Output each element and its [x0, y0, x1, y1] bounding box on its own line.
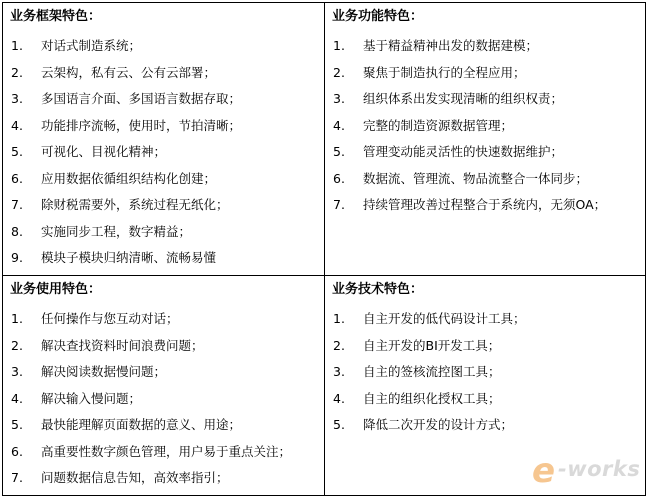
eworks-watermark-logo	[532, 451, 644, 491]
item-number: 7.	[333, 197, 345, 212]
item-text: 应用数据依循组织结构化创建；	[41, 170, 217, 186]
item-number: 6.	[11, 170, 23, 186]
item-text: 基于精益精神出发的数据建模；	[363, 38, 539, 53]
item-text: 实施同步工程，数字精益；	[41, 223, 192, 239]
item-number: 4.	[11, 390, 23, 406]
item-number: 3.	[333, 91, 345, 106]
item-text: 模块子模块归纳清晰、流畅易懂	[41, 250, 217, 265]
feature-table	[2, 2, 646, 496]
item-text: 除财税需要外，系统过程无纸化；	[41, 197, 229, 212]
item-number: 5.	[333, 417, 345, 432]
item-text: 功能排序流畅，使用时，节拍清晰；	[41, 117, 242, 133]
section-function	[325, 3, 645, 275]
item-number: 4.	[333, 117, 345, 133]
item-number: 5.	[11, 417, 23, 432]
item-number: 7.	[11, 197, 23, 212]
item-text: 数据流、管理流、物品流整合一体同步；	[363, 170, 589, 186]
item-text: 最快能理解页面数据的意义、用途；	[41, 417, 242, 432]
item-text: 持续管理改善过程整合于系统内，无须OA；	[363, 197, 607, 212]
item-number: 6.	[333, 170, 345, 186]
section-title: 业务技术特色：	[332, 282, 424, 297]
item-number: 2.	[11, 337, 23, 353]
item-text: 解决查找资料时间浪费问题；	[41, 337, 204, 353]
item-number: 5.	[333, 144, 345, 159]
item-number: 5.	[11, 144, 23, 159]
item-number: 3.	[11, 364, 23, 379]
item-number: 8.	[11, 223, 23, 239]
item-text: 多国语言介面、多国语言数据存取；	[41, 91, 242, 106]
section-usage	[3, 276, 324, 495]
item-text: 问题数据信息告知，高效率指引；	[41, 470, 229, 485]
item-number: 3.	[11, 91, 23, 106]
item-number: 3.	[333, 364, 345, 379]
section-framework	[3, 3, 324, 275]
item-number: 9.	[11, 250, 23, 265]
item-number: 1.	[333, 38, 345, 53]
item-text: 对话式制造系统；	[41, 38, 142, 53]
item-number: 2.	[333, 64, 345, 80]
section-title: 业务使用特色：	[10, 282, 102, 297]
item-number: 7.	[11, 470, 23, 485]
item-number: 2.	[333, 337, 345, 353]
item-text: 自主的签核流控图工具；	[363, 364, 501, 379]
item-number: 1.	[11, 38, 23, 53]
item-text: 组织体系出发实现清晰的组织权责；	[363, 91, 564, 106]
item-number: 4.	[333, 390, 345, 406]
item-text: 任何操作与您互动对话；	[41, 311, 179, 326]
item-text: 可视化、目视化精神；	[41, 144, 167, 159]
item-number: 2.	[11, 64, 23, 80]
section-title: 业务功能特色：	[332, 9, 424, 24]
watermark-e-glyph: e	[532, 451, 556, 491]
item-number: 1.	[11, 311, 23, 326]
item-number: 6.	[11, 443, 23, 459]
item-text: 解决阅读数据慢问题；	[41, 364, 167, 379]
item-text: 自主开发的BI开发工具；	[363, 337, 501, 353]
item-text: 管理变动能灵活性的快速数据维护；	[363, 144, 564, 159]
item-text: 降低二次开发的设计方式；	[363, 417, 514, 432]
item-text: 解决输入慢问题；	[41, 390, 142, 406]
item-text: 聚焦于制造执行的全程应用；	[363, 64, 526, 80]
item-text: 自主开发的低代码设计工具；	[363, 311, 526, 326]
item-number: 1.	[333, 311, 345, 326]
item-text: 自主的组织化授权工具；	[363, 390, 501, 406]
item-number: 4.	[11, 117, 23, 133]
item-text: 高重要性数字颜色管理，用户易于重点关注；	[41, 443, 292, 459]
watermark-text: -works	[558, 457, 641, 481]
item-text: 完整的制造资源数据管理；	[363, 117, 514, 133]
section-title: 业务框架特色：	[10, 9, 102, 24]
item-text: 云架构，私有云、公有云部署；	[41, 64, 217, 80]
